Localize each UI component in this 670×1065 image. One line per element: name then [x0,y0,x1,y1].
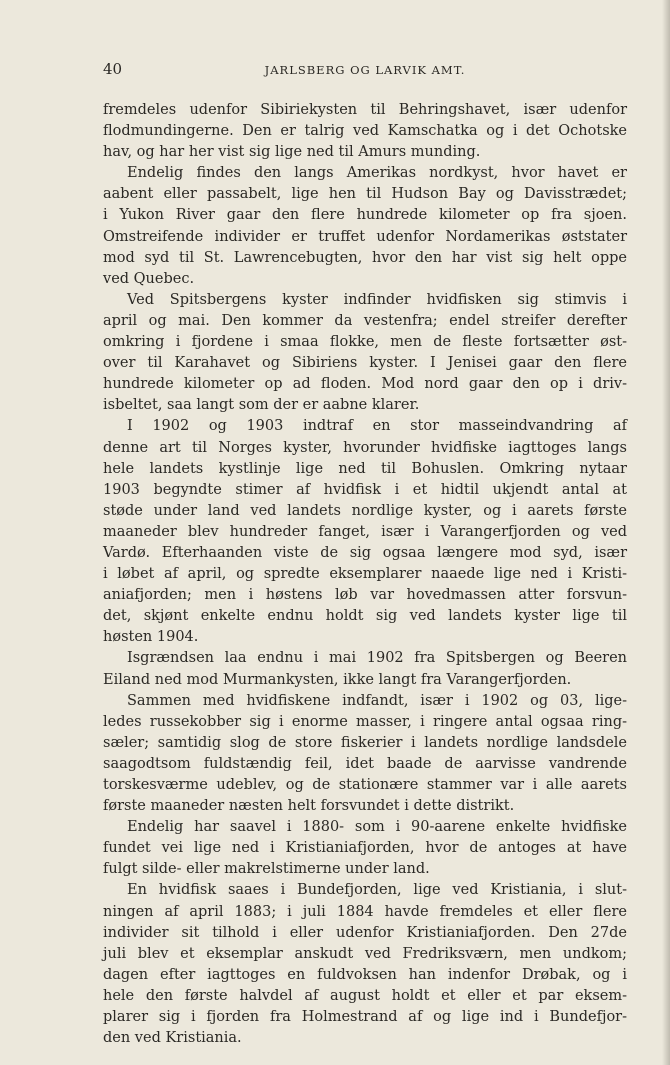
text-line: fundet vei lige ned i Kristianiafjorden, hvor de antoges at have [103,840,627,857]
text-line: Isgrændsen laa endnu i mai 1902 fra Spitsbergen og Beeren [127,650,627,667]
page-number: 40 [103,60,123,78]
text-line: Endelig har saavel i 1880- som i 90-aarene enkelte hvidfiske [127,819,627,836]
text-line: fremdeles udenfor Sibiriekysten til Behringshavet, især udenfor [103,102,627,118]
text-line: individer sit tilhold i eller udenfor Kristianiafjorden. Den 27de [103,924,627,941]
page-header [103,60,627,84]
text-line: juli blev et eksemplar anskudt ved Fredriksværn, men undkom; [103,945,627,962]
text-line: fulgt silde- eller makrelstimerne under land. [103,861,430,878]
text-line: april og mai. Den kommer da vestenfra; endel streifer derefter [103,312,627,329]
text-line: i løbet af april, og spredte eksemplarer naaede lige ned i Kristi- [103,566,627,583]
text-line: sæler; samtidig slog de store fiskerier i landets nordlige landsdele [103,734,627,751]
text-line: Endelig findes den langs Amerikas nordkyst, hvor havet er [127,165,627,182]
text-line: denne art til Norges kyster, hvorunder hvidfiske iagttoges langs [103,439,627,456]
text-line: det, skjønt enkelte endnu holdt sig ved landets kyster lige til [103,608,627,625]
page-edge-shadow [662,0,670,1065]
text-line: 1903 begyndte stimer af hvidfisk i et hidtil ukjendt antal at [103,481,627,498]
text-line: Ved Spitsbergens kyster indfinder hvidfisken sig stimvis i [127,291,627,308]
text-line: Vardø. Efterhaanden viste de sig ogsaa længere mod syd, især [103,544,627,561]
text-line: flodmundingerne. Den er talrig ved Kamschatka og i det Ochotske [103,123,627,140]
text-line: aniafjorden; men i høstens løb var hovedmassen atter forsvun- [103,587,627,604]
text-line: mod syd til St. Lawrencebugten, hvor den har vist sig helt oppe [103,249,627,266]
text-line: maaneder blev hundreder fanget, især i Varangerfjorden og ved [103,523,627,540]
text-line: dagen efter iagttoges en fuldvoksen han indenfor Drøbak, og i [103,966,627,983]
running-title: JARLSBERG OG LARVIK AMT. [264,63,466,77]
text-line: aabent eller passabelt, lige hen til Hudson Bay og Davisstrædet; [103,186,627,203]
text-line: Sammen med hvidfiskene indfandt, især i 1902 og 03, lige- [127,692,627,709]
text-line: høsten 1904. [103,629,199,646]
text-line: første maaneder næsten helt forsvundet i dette distrikt. [103,798,515,815]
text-line: plarer sig i fjorden fra Holmestrand af og lige ind i Bundefjor- [103,1009,627,1026]
text-line: Eiland ned mod Murmankysten, ikke langt fra Varangerfjorden. [103,671,572,688]
text-line: saagodtsom fuldstændig feil, idet baade de aarvisse vandrende [103,755,627,772]
text-line: støde under land ved landets nordlige kyster, og i aarets første [103,502,627,519]
text-line: hele den første halvdel af august holdt et eller et par eksem- [103,987,627,1004]
text-line: ningen af april 1883; i juli 1884 havde fremdeles et eller flere [103,903,627,920]
body-text [103,100,627,1049]
text-line: den ved Kristiania. [103,1030,242,1047]
text-line: hundrede kilometer op ad floden. Mod nord gaar den op i driv- [103,376,627,393]
text-line: omkring i fjordene i smaa flokke, men de fleste fortsætter øst- [103,334,627,351]
text-line: ledes russekobber sig i enorme masser, i ringere antal ogsaa ring- [103,713,627,730]
text-line: torskesværme udeblev, og de stationære stammer var i alle aarets [103,777,627,793]
text-line: i Yukon River gaar den flere hundrede kilometer op fra sjoen. [103,207,627,224]
text-line: over til Karahavet og Sibiriens kyster. I Jenisei gaar den flere [103,355,627,372]
text-line: I 1902 og 1903 indtraf en stor masseindvandring af [127,418,627,435]
text-line: isbeltet, saa langt som der er aabne klarer. [103,397,420,414]
text-line: Omstreifende individer er truffet udenfor Nordamerikas øststater [103,228,627,245]
text-line: hav, og har her vist sig lige ned til Amurs munding. [103,144,481,161]
text-line: hele landets kystlinje lige ned til Bohuslen. Omkring nytaar [103,460,627,477]
text-line: En hvidfisk saaes i Bundefjorden, lige ved Kristiania, i slut- [127,882,627,899]
text-line: ved Quebec. [103,270,195,287]
